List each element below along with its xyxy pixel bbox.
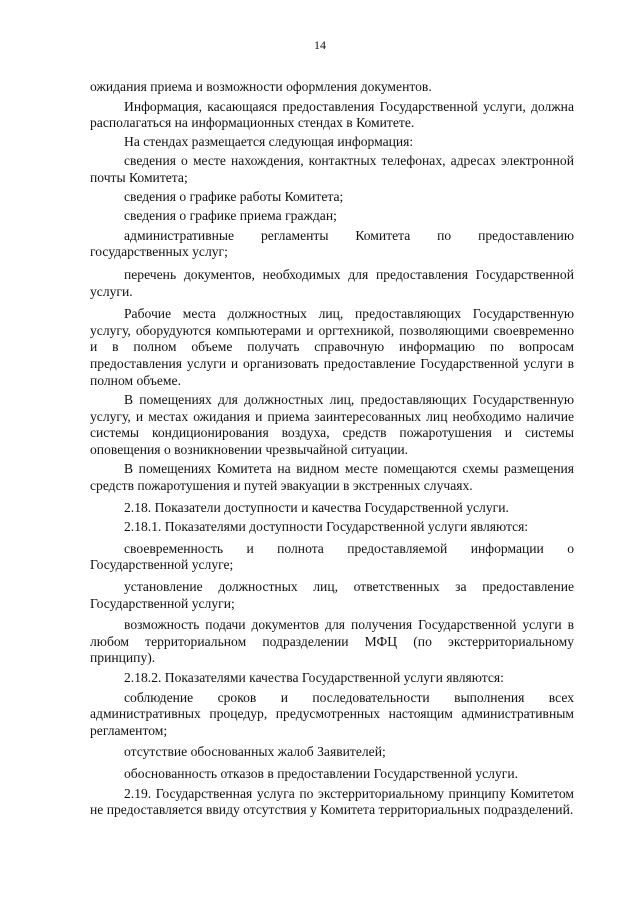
document-body xyxy=(90,79,574,819)
paragraph-17: 2.18.2. Показателями качества Государственной услуги являются: xyxy=(124,670,504,685)
paragraph-18: соблюдение сроков и последовательности выполнения всех административных процедур, предусмотренных настоящим административным регламентом; xyxy=(90,689,574,738)
paragraph-19: отсутствие обоснованных жалоб Заявителей; xyxy=(124,744,386,760)
paragraph-9: Рабочие места должностных лиц, предоставляющих Государственную услугу, оборудуются компьютерами и оргтехникой, позволяющими своевременно и в полном объеме получать справочную информацию по вопросам предоставления услуги и организовать предоставление Государственной услуги в полном объеме. xyxy=(90,306,574,388)
paragraph-5: сведения о графике работы Комитета; xyxy=(124,188,344,204)
paragraph-6: сведения о графике приема граждан; xyxy=(124,208,337,224)
paragraph-21: 2.19. Государственная услуга по экстерриториальному принципу Комитетом не предоставляется ввиду отсутствия у Комитета территориальных подразделений. xyxy=(90,785,574,818)
paragraph-2: Информация, касающаяся предоставления Государственной услуги, должна располагаться на информационных стендах в Комитете. xyxy=(90,98,574,131)
paragraph-3: На стендах размещается следующая информация: xyxy=(124,133,414,149)
page-number: 14 xyxy=(314,38,326,52)
paragraph-12: 2.18. Показатели доступности и качества Государственной услуги. xyxy=(124,499,509,515)
paragraph-16: возможность подачи документов для получения Государственной услуги в любом территориальном подразделении МФЦ (по экстерриториальному принципу). xyxy=(90,617,574,666)
paragraph-10: В помещениях для должностных лиц, предоставляющих Государственную услугу, и местах ожидания и приема заинтересованных лиц необходимо наличие системы кондиционирования воздуха, средств пожаротушения и системы оповещения о возникновении чрезвычайной ситуации. xyxy=(90,392,574,457)
paragraph-7: административные регламенты Комитета по предоставлению государственных услуг; xyxy=(90,227,574,260)
paragraph-20: обоснованность отказов в предоставлении Государственной услуги. xyxy=(124,765,518,781)
paragraph-14: своевременность и полнота предоставляемой информации о Государственной услуге; xyxy=(90,540,574,573)
paragraph-1: ожидания приема и возможности оформления документов. xyxy=(90,79,432,94)
paragraph-8: перечень документов, необходимых для предоставления Государственной услуги. xyxy=(90,266,574,299)
paragraph-13: 2.18.1. Показателями доступности Государственной услуги являются: xyxy=(124,519,529,535)
paragraph-11: В помещениях Комитета на видном месте помещаются схемы размещения средств пожаротушения и путей эвакуации в экстренных случаях. xyxy=(90,461,574,494)
paragraph-4: сведения о месте нахождения, контактных телефонах, адресах электронной почты Комитета; xyxy=(90,153,574,185)
paragraph-15: установление должностных лиц, ответственных за предоставление Государственной услуги; xyxy=(90,579,574,611)
